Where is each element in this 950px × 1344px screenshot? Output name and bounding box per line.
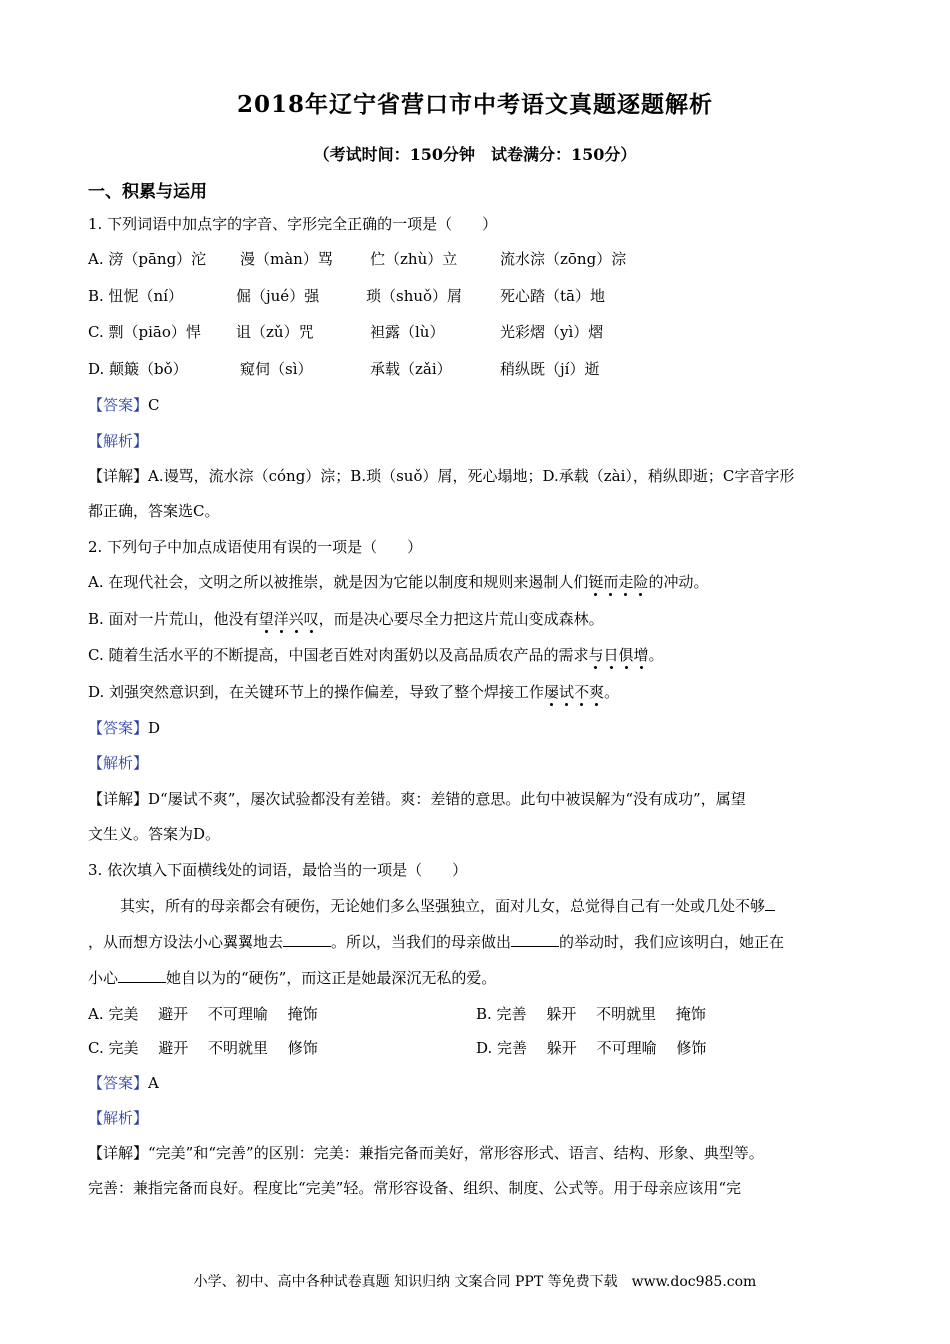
- question-1-stem: 1. 下列词语中加点字的字音、字形完全正确的一项是（ ）: [88, 215, 498, 233]
- emphasis-char: 与: [588, 646, 604, 664]
- q1-answer: 【答案】C: [88, 396, 160, 414]
- emphasis-char: 日: [603, 646, 619, 664]
- q3-answer: 【答案】A: [88, 1074, 159, 1092]
- page-title: 2018年辽宁省营口市中考语文真题逐题解析: [236, 91, 713, 118]
- q2-answer: 【答案】D: [88, 719, 161, 737]
- q1-option-c-item3: 袒露（lù）: [370, 323, 445, 341]
- q1-option-c-item4: 光彩熠（yì）熠: [500, 323, 604, 341]
- emphasis-char: 走: [618, 573, 634, 591]
- q1-option-b-item3: 琐（shuǒ）屑: [366, 287, 463, 305]
- blank-line: [511, 932, 559, 947]
- question-3-stem: 3. 依次填入下面横线处的词语，最恰当的一项是（ ）: [88, 861, 468, 879]
- q3-passage-line3: 小心 她自以为的“硬伤”，而这正是她最深沉无私的爱。: [88, 969, 497, 987]
- q3-detail-line1: 【详解】“完美”和“完善”的区别：完美：兼指完备而美好，常形容形式、语言、结构、形象、典型等。: [88, 1144, 764, 1162]
- section-heading: 一、积累与运用: [88, 182, 207, 202]
- emphasis-char: 险: [633, 573, 649, 591]
- emphasis-char: 俱: [618, 646, 634, 664]
- q1-option-a-item3: 伫（zhù）立: [370, 250, 458, 268]
- q1-option-b-item2: 倔（jué）强: [236, 287, 320, 305]
- q1-option-c-item1: C. 剽（piāo）悍: [88, 323, 201, 341]
- q2-c-idiom: [588, 646, 648, 664]
- q3-detail-line2: 完善：兼指完备而良好。程度比“完美”轻。常形容设备、组织、制度、公式等。用于母亲应该用“完: [88, 1179, 742, 1197]
- emphasis-char: 叹: [303, 610, 319, 628]
- q1-option-a-item1: A. 滂（pāng）沱: [88, 250, 207, 268]
- emphasis-char: 洋: [273, 610, 289, 628]
- emphasis-char: 爽: [589, 683, 605, 701]
- emphasis-char: 铤: [588, 573, 604, 591]
- q1-option-b-item1: B. 忸怩（ní）: [88, 287, 184, 305]
- q1-option-d-item2: 窥伺（sì）: [240, 360, 313, 378]
- q1-option-b-item4: 死心踏（tā）地: [500, 287, 605, 305]
- emphasis-char: 屡: [544, 683, 560, 701]
- blank-line: [283, 932, 331, 947]
- page-footer: 小学、初中、高中各种试卷真题 知识归纳 文案合同 PPT 等免费下载 www.doc985.com: [193, 1274, 757, 1290]
- blank-line: [765, 896, 775, 911]
- q1-detail-line1: 【详解】A.谩骂，流水淙（cóng）淙；B.琐（suǒ）屑，死心塌地；D.承载（zài），稍纵即逝；C字音字形: [88, 467, 795, 485]
- emphasis-char: 而: [603, 573, 619, 591]
- q2-a-idiom: [588, 573, 648, 591]
- blank-line: [118, 968, 166, 983]
- q1-option-a-item2: 漫（màn）骂: [240, 250, 333, 268]
- q2-analysis-tag: 【解析】: [88, 754, 149, 772]
- q3-option-b: B. 完善 躲开 不明就里 掩饰: [476, 1005, 706, 1023]
- emphasis-char: 兴: [288, 610, 304, 628]
- q3-option-d: D. 完善 躲开 不可理喻 修饰: [476, 1039, 707, 1057]
- q1-option-d-item1: D. 颠簸（bǒ）: [88, 360, 188, 378]
- question-2-stem: 2. 下列句子中加点成语使用有误的一项是（ ）: [88, 538, 423, 556]
- q1-option-c-item2: 诅（zǔ）咒: [236, 323, 314, 341]
- emphasis-char: 增: [633, 646, 649, 664]
- q3-passage-line1: 其实，所有的母亲都会有硬伤，无论她们多么坚强独立，面对儿女，总觉得自己有一处或几处不够: [120, 895, 775, 916]
- q2-option-a: A. 在现代社会，文明之所以被推崇，就是因为它能以制度和规则来遏制人们铤而走险的冲动。: [88, 573, 709, 591]
- q1-option-a-item4: 流水淙（zōng）淙: [500, 250, 627, 268]
- q3-option-a: A. 完美 避开 不可理喻 掩饰: [88, 1005, 318, 1023]
- q2-option-d: D. 刘强突然意识到，在关键环节上的操作偏差，导致了整个焊接工作屡试不爽。: [88, 683, 620, 701]
- q2-option-b: B. 面对一片荒山，他没有望洋兴叹，而是决心要尽全力把这片荒山变成森林。: [88, 610, 604, 628]
- emphasis-char: 试: [559, 683, 575, 701]
- emphasis-char: 不: [574, 683, 590, 701]
- q2-b-idiom: [259, 610, 319, 628]
- q1-option-d-item4: 稍纵既（jí）逝: [500, 360, 600, 378]
- q3-passage-line2: ，从而想方设法小心翼翼地去 。所以，当我们的母亲做出 的举动时，我们应该明白，她正在: [88, 933, 785, 951]
- q2-d-idiom: [544, 683, 604, 701]
- emphasis-char: 望: [258, 610, 274, 628]
- q1-detail-line2: 都正确，答案选C。: [88, 502, 220, 520]
- q3-option-c: C. 完美 避开 不明就里 修饰: [88, 1039, 318, 1057]
- q1-analysis-tag: 【解析】: [88, 432, 149, 450]
- q2-option-c: C. 随着生活水平的不断提高，中国老百姓对肉蛋奶以及高品质农产品的需求与日俱增。: [88, 646, 664, 664]
- q2-detail-line2: 文生义。答案为D。: [88, 825, 221, 843]
- q1-option-d-item3: 承载（zǎi）: [370, 360, 452, 378]
- q3-analysis-tag: 【解析】: [88, 1109, 149, 1127]
- q2-detail-line1: 【详解】D“屡试不爽”，屡次试验都没有差错。爽：差错的意思。此句中被误解为“没有成功”，属望: [88, 790, 746, 808]
- exam-info-subtitle: （考试时间：150分钟 试卷满分：150分）: [313, 145, 637, 164]
